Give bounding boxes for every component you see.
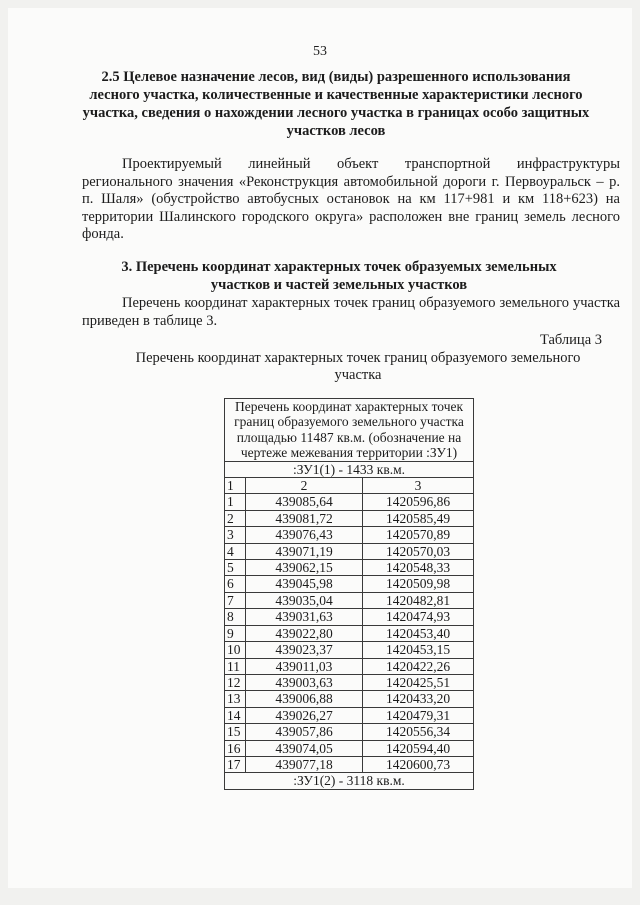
point-number: 3 xyxy=(225,527,246,543)
column-number-1: 1 xyxy=(225,478,246,494)
column-number-2: 2 xyxy=(246,478,363,494)
point-number: 17 xyxy=(225,756,246,772)
coordinate-y: 1420479,31 xyxy=(363,707,474,723)
table-row xyxy=(225,674,474,690)
section-3-paragraph: Перечень координат характерных точек границ образуемого земельного участка приведен в таблице 3. xyxy=(82,295,620,329)
table-section-1: :ЗУ1(1) - 1433 кв.м. xyxy=(225,461,474,477)
table-row xyxy=(225,724,474,740)
table-row xyxy=(225,560,474,576)
coordinate-y: 1420596,86 xyxy=(363,494,474,510)
point-number: 9 xyxy=(225,625,246,641)
coordinate-x: 439011,03 xyxy=(246,658,363,674)
document-page xyxy=(8,8,632,888)
coordinate-y: 1420594,40 xyxy=(363,740,474,756)
coordinate-x: 439077,18 xyxy=(246,756,363,772)
coordinate-y: 1420425,51 xyxy=(363,674,474,690)
page-number: 53 xyxy=(313,44,327,59)
table-row xyxy=(225,543,474,559)
table-row xyxy=(225,740,474,756)
point-number: 10 xyxy=(225,642,246,658)
section-3-heading: 3. Перечень координат характерных точек образуемых земельных участков и частей земельных участков xyxy=(121,259,557,293)
coordinate-x: 439031,63 xyxy=(246,609,363,625)
coordinate-y: 1420600,73 xyxy=(363,756,474,772)
table-row xyxy=(225,494,474,510)
coordinate-y: 1420585,49 xyxy=(363,510,474,526)
point-number: 5 xyxy=(225,560,246,576)
point-number: 2 xyxy=(225,510,246,526)
table-row xyxy=(225,576,474,592)
coordinate-x: 439062,15 xyxy=(246,560,363,576)
table-row xyxy=(225,707,474,723)
table-title: Перечень координат характерных точек границ образуемого земельного участка xyxy=(135,350,581,383)
point-number: 12 xyxy=(225,674,246,690)
coordinate-x: 439045,98 xyxy=(246,576,363,592)
section-2-5-heading: 2.5 Целевое назначение лесов, вид (виды) разрешенного использования лесного участка, количественные и качественные характеристики лесного участка, сведения о нахождении лесного участка в границах особо защитных участков лесов xyxy=(82,69,590,139)
point-number: 8 xyxy=(225,609,246,625)
coordinate-y: 1420482,81 xyxy=(363,592,474,608)
point-number: 11 xyxy=(225,658,246,674)
coordinate-x: 439006,88 xyxy=(246,691,363,707)
coordinate-x: 439085,64 xyxy=(246,494,363,510)
coordinate-x: 439022,80 xyxy=(246,625,363,641)
coordinate-y: 1420453,40 xyxy=(363,625,474,641)
coordinate-y: 1420422,26 xyxy=(363,658,474,674)
table-section-row xyxy=(225,773,474,789)
coordinate-x: 439081,72 xyxy=(246,510,363,526)
section-2-5-paragraph: Проектируемый линейный объект транспортной инфраструктуры регионального значения «Реконструкция автомобильной дороги г. Первоуральск – р. п. Шаля» (обустройство автобусных остановок на км 117+981 и км 118+623) на территории Шалинского городского округа» расположен вне границ земель лесного фонда. xyxy=(82,156,620,242)
point-number: 13 xyxy=(225,691,246,707)
coordinate-y: 1420570,03 xyxy=(363,543,474,559)
point-number: 4 xyxy=(225,543,246,559)
point-number: 16 xyxy=(225,740,246,756)
coordinate-y: 1420556,34 xyxy=(363,724,474,740)
table-section-row xyxy=(225,461,474,477)
table-column-numbers-row xyxy=(225,478,474,494)
coordinate-x: 439023,37 xyxy=(246,642,363,658)
table-header-row xyxy=(225,399,474,462)
table-row xyxy=(225,609,474,625)
table-row xyxy=(225,691,474,707)
coordinates-table xyxy=(224,398,474,790)
coordinate-x: 439071,19 xyxy=(246,543,363,559)
point-number: 1 xyxy=(225,494,246,510)
table-row xyxy=(225,756,474,772)
coordinate-x: 439057,86 xyxy=(246,724,363,740)
table-row xyxy=(225,642,474,658)
table-row xyxy=(225,658,474,674)
table-section-2: :ЗУ1(2) - 3118 кв.м. xyxy=(225,773,474,789)
point-number: 14 xyxy=(225,707,246,723)
coordinate-x: 439003,63 xyxy=(246,674,363,690)
coordinate-y: 1420570,89 xyxy=(363,527,474,543)
coordinate-y: 1420509,98 xyxy=(363,576,474,592)
coordinate-y: 1420433,20 xyxy=(363,691,474,707)
coordinate-x: 439076,43 xyxy=(246,527,363,543)
coordinate-x: 439074,05 xyxy=(246,740,363,756)
table-row xyxy=(225,592,474,608)
coordinate-y: 1420548,33 xyxy=(363,560,474,576)
coordinate-y: 1420453,15 xyxy=(363,642,474,658)
table-row xyxy=(225,625,474,641)
table-header: Перечень координат характерных точек границ образуемого земельного участка площадью 11487 кв.м. (обозначение на чертеже межевания территории :ЗУ1) xyxy=(225,399,474,462)
point-number: 15 xyxy=(225,724,246,740)
table-row xyxy=(225,510,474,526)
coordinate-x: 439026,27 xyxy=(246,707,363,723)
table-row xyxy=(225,527,474,543)
coordinate-y: 1420474,93 xyxy=(363,609,474,625)
column-number-3: 3 xyxy=(363,478,474,494)
table-number: Таблица 3 xyxy=(539,332,602,348)
point-number: 6 xyxy=(225,576,246,592)
point-number: 7 xyxy=(225,592,246,608)
coordinate-x: 439035,04 xyxy=(246,592,363,608)
